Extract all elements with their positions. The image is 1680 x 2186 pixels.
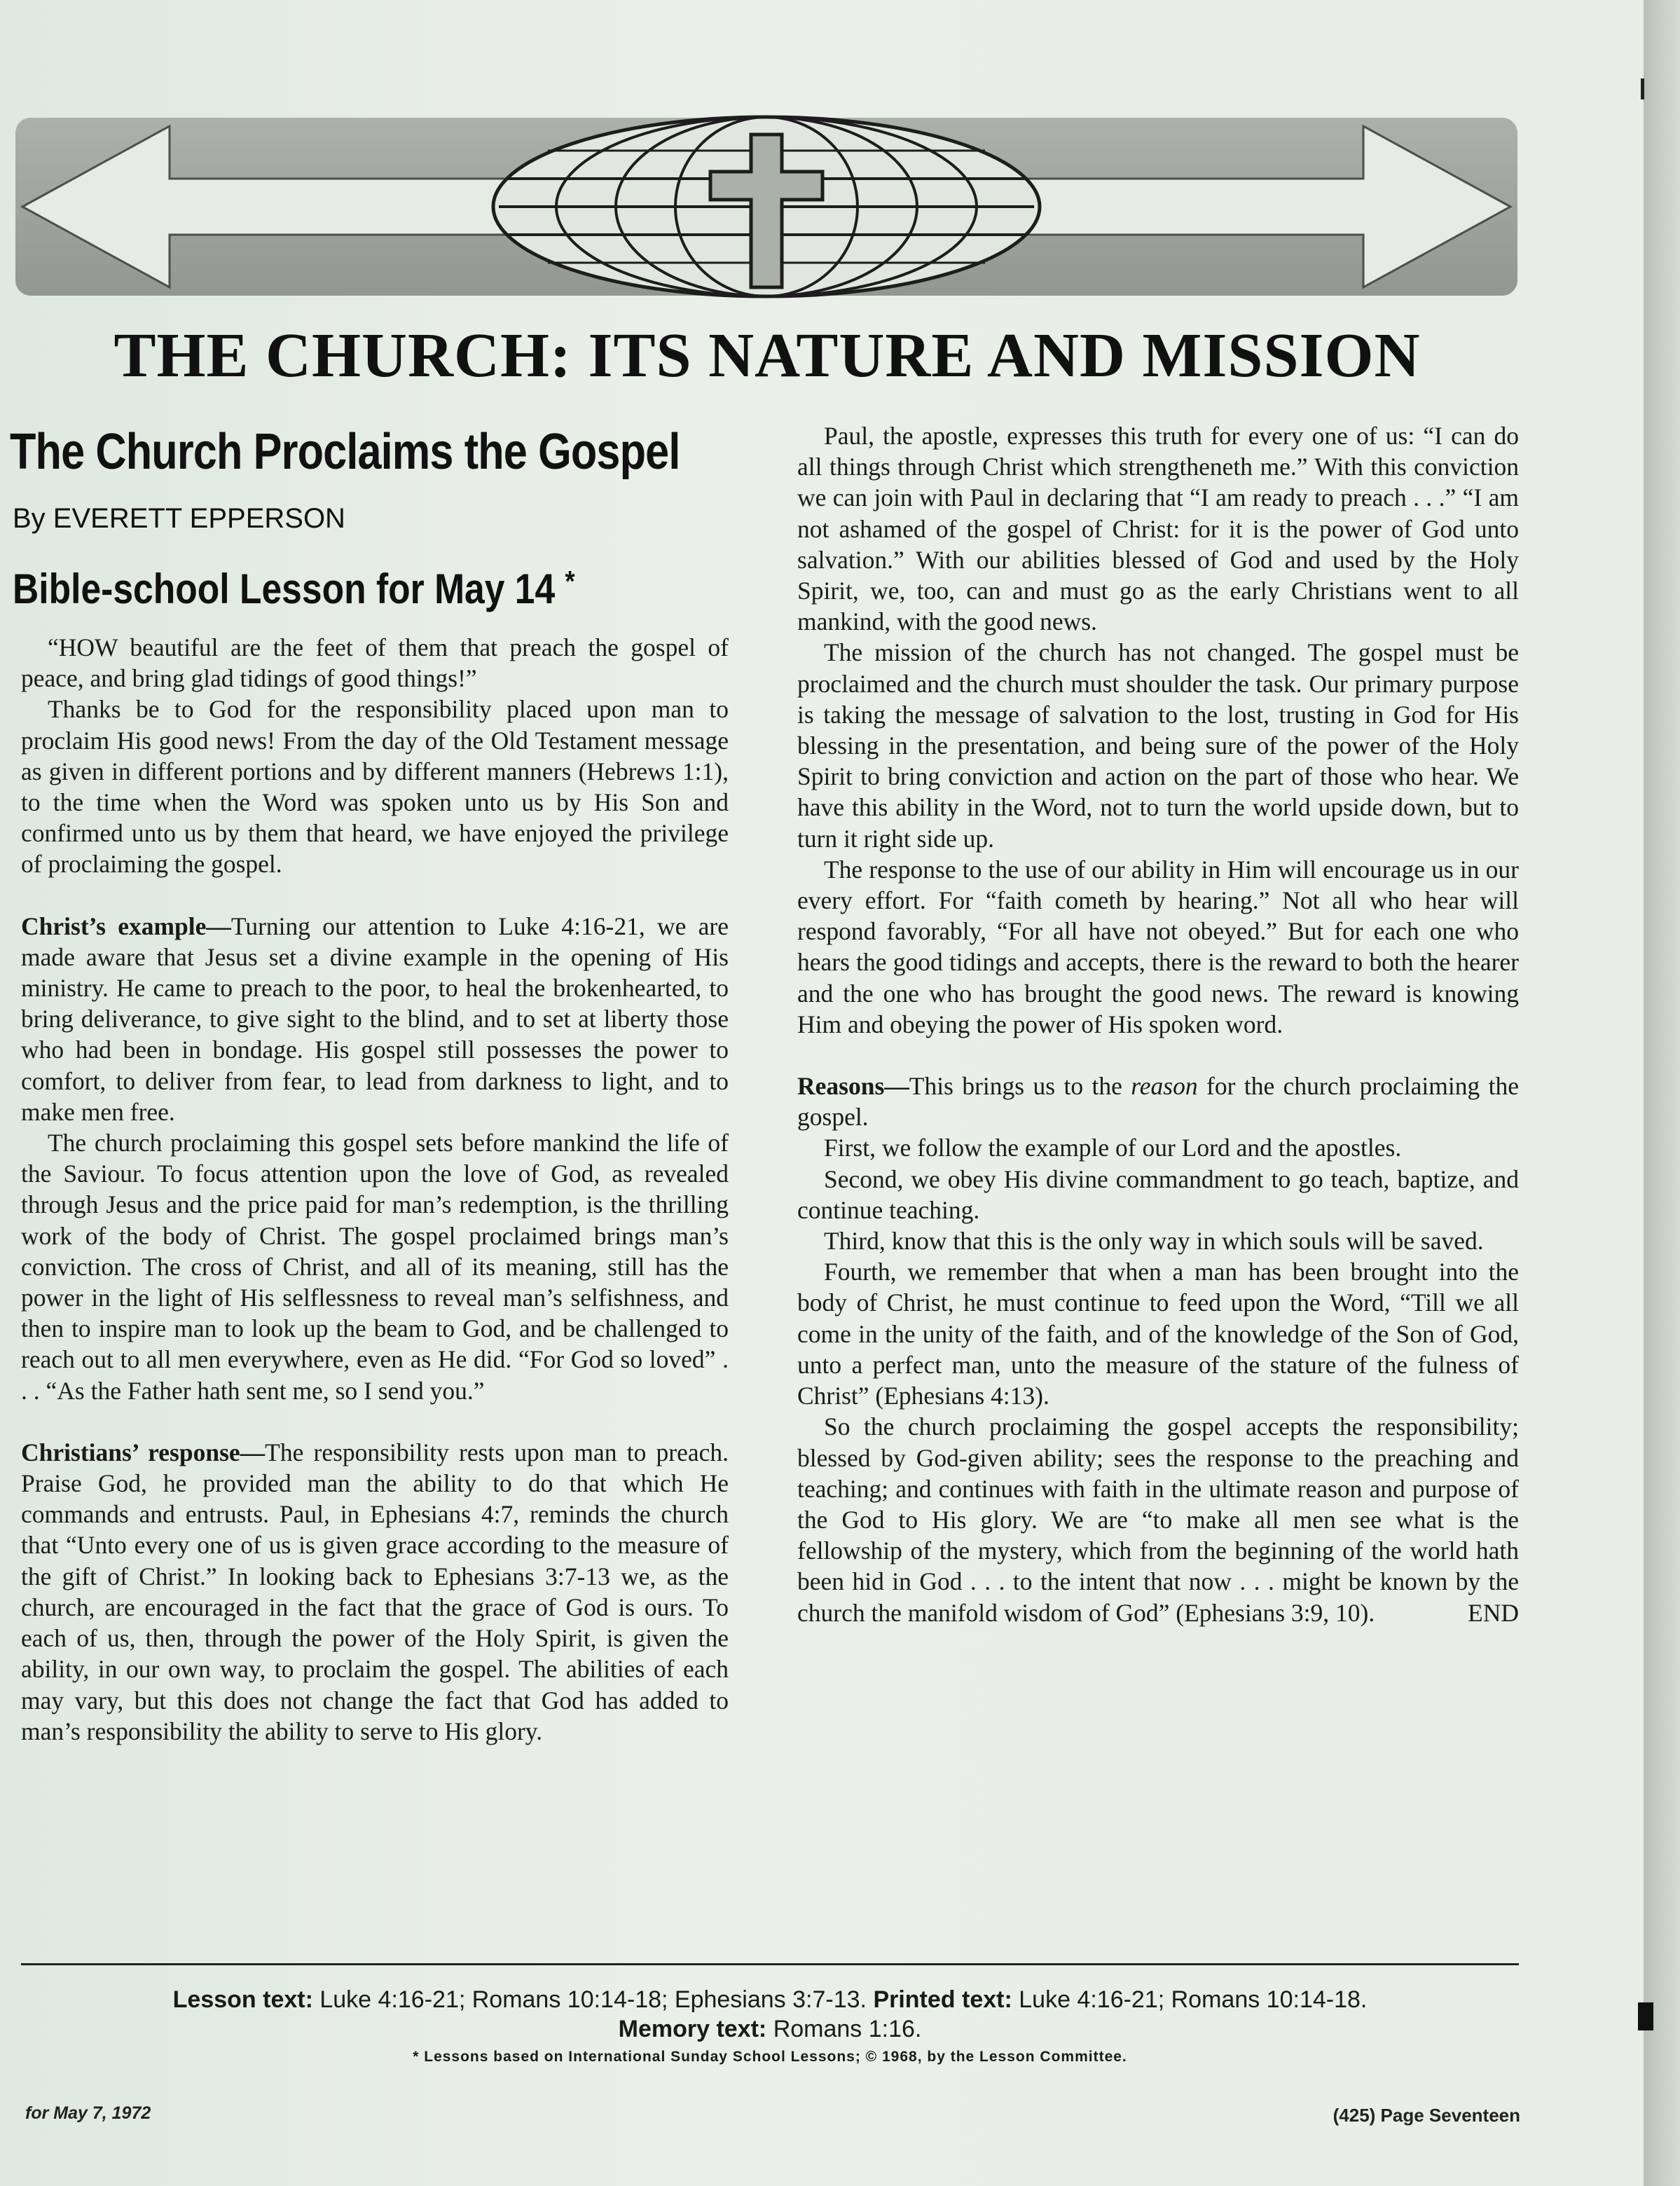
lesson-text: Luke 4:16-21; Romans 10:14-18; Ephesians 3:7-13.	[319, 1986, 867, 2013]
footnote: * Lessons based on International Sunday School Lessons; © 1968, by the Lesson Committee.	[413, 2049, 1127, 2065]
paragraph-text: The responsibility rests upon man to preach. Praise God, he provided man the ability to do that which He commands and entrusts. Paul, in Ephesians 4:7, reminds the church that “Unto every one of us is given grace according to the measure of the gift of Christ.” In looking back to Ephesians 3:7-13 we, as the church, are encouraged in the fact that the grace of God is ours. To each of us, then, through the power of the Holy Spirit, is given the ability, in our own way, to proclaim the gospel. The abilities of each may vary, but this does not change the fact that God has added to man’s responsibility the ability to serve to His glory.	[21, 1438, 729, 1745]
paragraph: Second, we obey His divine commandment to go teach, baptize, and continue teaching.	[797, 1164, 1519, 1224]
paragraph: Thanks be to God for the responsibility placed upon man to proclaim His good news! From the day of the Old Testament message as given in different portions and by different manners (Hebrews 1:1), to the time when the Word was spoken unto us by His Son and confirmed unto us by them that heard, we have enjoyed the privilege of proclaiming the gospel.	[21, 695, 729, 879]
left-column	[21, 632, 729, 1747]
paragraph-text: for the church proclaiming the gospel.	[797, 1072, 1519, 1132]
lesson-label-text: Bible-school Lesson for May 14	[13, 565, 556, 612]
paragraph: The church proclaiming this gospel sets before mankind the life of the Saviour. To focus attention upon the love of God, as revealed through Jesus and the price paid for man’s redemption, is the thrilling work of the body of Christ. The gospel proclaimed brings man’s conviction. The cross of Christ, and all of its meaning, still has the power in the light of His selflessness to reveal man’s selfishness, and then to inspire man to look up the beam to God, and be challenged to reach out to all men everywhere, even as He did. “For God so loved” . . . “As the Father hath sent me, so I send you.”	[21, 1129, 729, 1405]
page-edge-shadow	[1644, 0, 1680, 2186]
paragraph: Paul, the apostle, expresses this truth for every one of us: “I can do all things through Christ which strengtheneth me.” With this conviction we can join with Paul in declaring that “I am ready to preach . . .” “I am not ashamed of the gospel of Christ: for it is the power of God unto salvation.” With our abilities blessed of God and used by the Holy Spirit, we, too, can and must go as the early Christians went to all mankind, with the good news.	[797, 422, 1519, 636]
paragraph: “HOW beautiful are the feet of them that preach the gospel of peace, and bring glad tidings of good things!”	[21, 633, 729, 693]
right-column	[797, 420, 1519, 1628]
end-mark: END	[1468, 1598, 1519, 1627]
issue-date: for May 7, 1972	[25, 2103, 151, 2123]
printed-text: Luke 4:16-21; Romans 10:14-18.	[1019, 1986, 1368, 2013]
memory-text: Romans 1:16.	[773, 2016, 922, 2042]
paragraph	[21, 911, 729, 1127]
section-title: THE CHURCH: ITS NATURE AND MISSION	[113, 321, 1421, 390]
page-number: (425) Page Seventeen	[1333, 2105, 1520, 2126]
memory-text-label: Memory text:	[618, 2016, 767, 2042]
globe-with-cross-and-arrows-icon	[15, 112, 1517, 301]
footer-divider	[21, 1963, 1519, 1965]
paragraph: The response to the use of our ability in Him will encourage us in our every effort. For “faith cometh by hearing.” Not all who hear will respond favorably, “For all have not obeyed.” But for each one who hears the good tidings and accepts, there is the reward to both the hearer and the one who has brought the good news. The reward is knowing Him and obeying the power of His spoken word.	[797, 855, 1519, 1038]
lesson-text-label: Lesson text:	[172, 1986, 313, 2013]
edge-mark	[1638, 2002, 1653, 2030]
paragraph: The mission of the church has not changed. The gospel must be proclaimed and the church must shoulder the task. Our primary purpose is taking the message of salvation to the lost, trusting in God for His blessing in the presentation, and being sure of the power of the Holy Spirit to bring conviction and action on the part of those who hear. We have this ability in the Word, not to turn the world upside down, but to turn it right side up.	[797, 638, 1519, 853]
paragraph	[797, 1411, 1519, 1628]
paragraph	[797, 1071, 1519, 1132]
paragraph	[21, 1437, 729, 1747]
printed-text-label: Printed text:	[873, 1986, 1012, 2013]
run-in-heading: Christians’ response—	[21, 1438, 266, 1466]
edge-mark	[1641, 78, 1644, 99]
emphasis: reason	[1131, 1072, 1198, 1101]
paragraph: Third, know that this is the only way in which souls will be saved.	[824, 1227, 1484, 1256]
article-byline: By EVERETT EPPERSON	[13, 503, 345, 534]
paragraph-text: Turning our attention to Luke 4:16-21, we are made aware that Jesus set a divine example in the opening of His ministry. He came to preach to the poor, to heal the brokenhearted, to bring deliverance, to give sight to the blind, and to set at liberty those who had been in bondage. His gospel still possesses the power to comfort, to deliver from fear, to lead from darkness to light, and to make men free.	[21, 912, 729, 1126]
footnote-star: *	[565, 565, 575, 598]
paragraph-text: This brings us to the	[909, 1072, 1131, 1101]
paragraph: First, we follow the example of our Lord and the apostles.	[824, 1134, 1402, 1162]
article-title: The Church Proclaims the Gospel	[10, 424, 680, 480]
lesson-text-line	[21, 1984, 1519, 2015]
paragraph-text: So the church proclaiming the gospel accepts the responsibility; blessed by God-given ability; sees the response to the preaching and teaching; and continues with faith in the ultimate reason and purpose of the God to His glory. We are “to make all men see what is the fellowship of the mystery, which from the beginning of the world hath been hid in God . . . to the intent that now . . . might be known by the church the manifold wisdom of God” (Ephesians 3:9, 10).	[797, 1412, 1519, 1627]
paragraph: Fourth, we remember that when a man has been brought into the body of Christ, he must continue to feed upon the Word, “Till we all come in the unity of the faith, and of the knowledge of the Son of God, unto a perfect man, unto the measure of the stature of the fulness of Christ” (Ephesians 4:13).	[797, 1258, 1519, 1410]
run-in-heading: Reasons—	[797, 1072, 909, 1101]
lesson-label	[13, 565, 575, 613]
memory-text-line	[21, 2014, 1519, 2044]
run-in-heading: Christ’s example—	[21, 912, 231, 940]
